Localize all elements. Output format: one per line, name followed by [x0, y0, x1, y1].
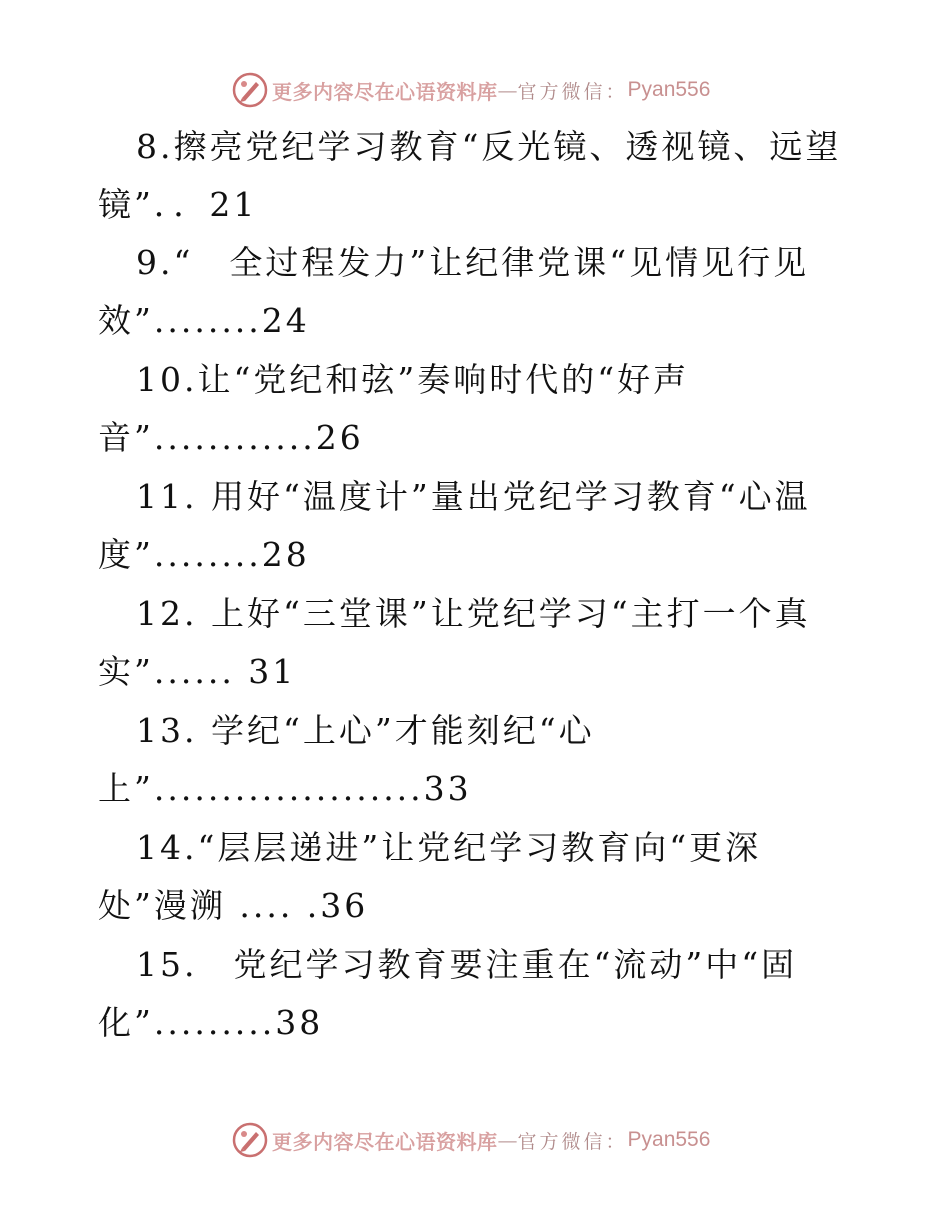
toc-entry-9-line2: 效”........24	[98, 301, 310, 340]
toc-entry-15-line2: 化”.........38	[98, 1003, 324, 1042]
toc-entry-15-line1: 15. 党纪学习教育要注重在“流动”中“固	[136, 945, 798, 984]
toc-entry-12-line1: 12. 上好“三堂课”让党纪学习“主打一个真	[136, 594, 811, 633]
toc-entry-14-line2: 处”漫溯 .... .36	[98, 886, 369, 925]
pen-logo-icon	[232, 72, 268, 108]
watermark-label: 官方微信：	[517, 80, 628, 103]
toc-entry-11-line2: 度”........28	[98, 535, 310, 574]
toc-entry-8-line2: 镜”．．21	[98, 185, 258, 224]
watermark-label: 官方微信：	[517, 1130, 628, 1153]
toc-entry-10-line1: 10.让“党纪和弦”奏响时代的“好声	[136, 360, 690, 399]
watermark-id: Pyan556	[627, 1128, 711, 1151]
toc-entry-9-line1: 9.“ 全过程发力”让纪律党课“见情见行见	[136, 243, 810, 282]
toc-entry-12-line2: 实”...... 31	[98, 652, 297, 691]
toc-entry-11-line1: 11. 用好“温度计”量出党纪学习教育“心温	[136, 477, 811, 516]
watermark-id: Pyan556	[627, 78, 711, 101]
watermark-site-text: 更多内容尽在心语资料库	[272, 79, 498, 104]
toc-entry-8-line1: 8.擦亮党纪学习教育“反光镜、透视镜、远望	[136, 127, 842, 166]
watermark-dash: —	[497, 78, 518, 102]
footer-watermark	[232, 1120, 710, 1160]
toc-entry-13-line1: 13. 学纪“上心”才能刻纪“心	[136, 711, 595, 750]
pen-logo-icon	[232, 1122, 268, 1158]
watermark-dash: —	[497, 1128, 518, 1152]
toc-entry-14-line1: 14.“层层递进”让党纪学习教育向“更深	[136, 828, 762, 867]
toc-entry-13-line2: 上”....................33	[98, 769, 472, 808]
header-watermark	[232, 70, 710, 110]
watermark-site-text: 更多内容尽在心语资料库	[272, 1129, 498, 1154]
toc-entry-10-line2: 音”............26	[98, 418, 364, 457]
